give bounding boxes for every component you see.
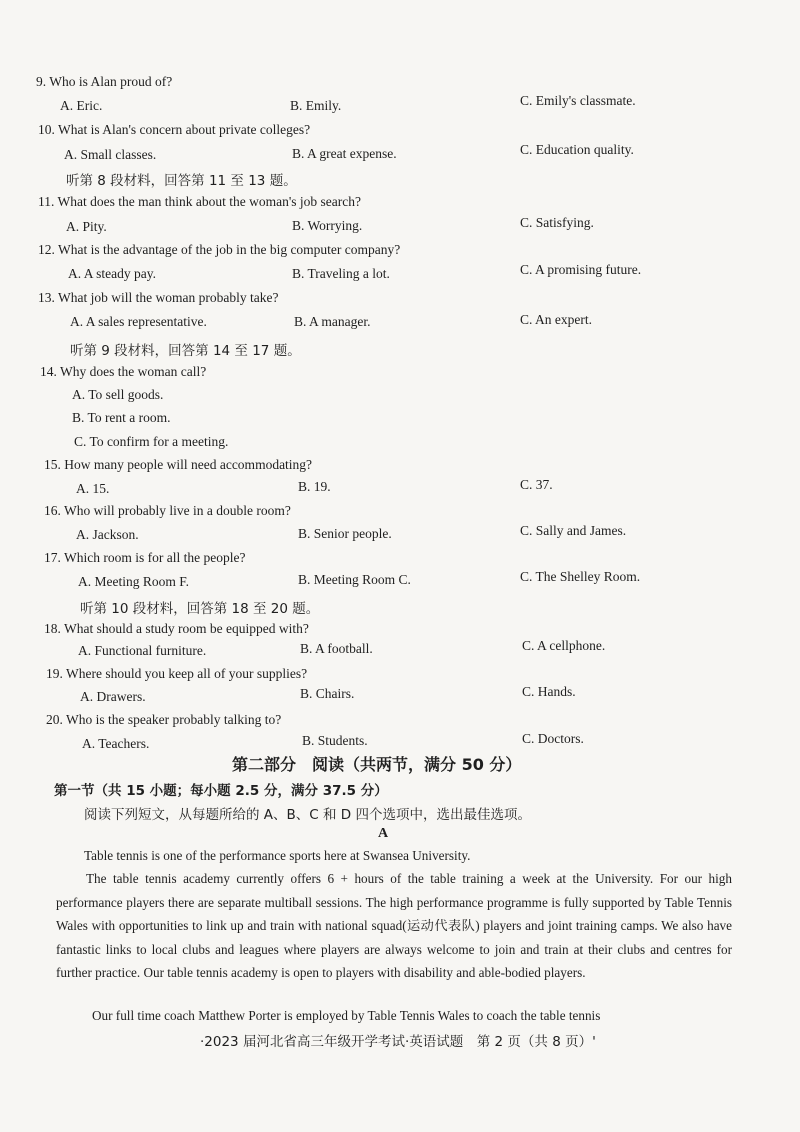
option-15b: B. 19.: [298, 479, 331, 494]
question-17: 17. Which room is for all the people?: [44, 550, 246, 565]
option-18a: A. Functional furniture.: [78, 643, 207, 658]
option-12c: C. A promising future.: [520, 262, 642, 277]
option-9c: C. Emily's classmate.: [520, 93, 636, 108]
option-18c: C. A cellphone.: [522, 638, 606, 653]
option-19c: C. Hands.: [522, 684, 576, 699]
option-14a: A. To sell goods.: [72, 387, 164, 402]
option-17c: C. The Shelley Room.: [520, 569, 641, 584]
option-17a: A. Meeting Room F.: [78, 574, 190, 589]
option-15c: C. 37.: [520, 477, 553, 492]
option-14b: B. To rent a room.: [72, 410, 171, 425]
reading-directions: 阅读下列短文，从每题所给的 A、B、C 和 D 四个选项中，选出最佳选项。: [84, 807, 531, 823]
option-12b: B. Traveling a lot.: [292, 266, 390, 281]
question-10: 10. What is Alan's concern about private colleges?: [38, 122, 311, 137]
option-19b: B. Chairs.: [300, 686, 355, 701]
question-12: 12. What is the advantage of the job in the big computer company?: [38, 242, 401, 257]
option-13a: A. A sales representative.: [70, 314, 207, 329]
question-11: 11. What does the man think about the woman's job search?: [38, 194, 361, 209]
passage-paragraph-2: The table tennis academy currently offers 6 + hours of the table training a week at the University. For our high performance players there are separate multiball sessions. The high performance programme is fully supported by Table Tennis Wales with opportunities to link up and train with national squad(运动代表队) players and joint training camps. We also have fantastic links to local clubs and leagues where players are always welcome to join and train at their clubs and centres for further practice. Our table tennis academy is open to players with disability and able-bodied players.: [56, 871, 732, 980]
question-14: 14. Why does the woman call?: [40, 364, 207, 379]
part-two-title: 第二部分 阅读（共两节，满分 50 分）: [232, 755, 522, 774]
option-15a: A. 15.: [76, 481, 110, 496]
option-11b: B. Worrying.: [292, 218, 363, 233]
passage-label: A: [378, 826, 389, 841]
page-footer: ·2023 届河北省高三年级开学考试·英语试题 第 2 页（共 8 页）': [200, 1034, 596, 1050]
option-13b: B. A manager.: [294, 314, 371, 329]
option-20a: A. Teachers.: [82, 736, 150, 751]
instruction-segment-10: 听第 10 段材料，回答第 18 至 20 题。: [80, 601, 320, 617]
option-11a: A. Pity.: [66, 219, 107, 234]
question-16: 16. Who will probably live in a double room?: [44, 503, 291, 518]
question-18: 18. What should a study room be equipped with?: [44, 621, 309, 636]
option-18b: B. A football.: [300, 641, 373, 656]
option-9b: B. Emily.: [290, 98, 342, 113]
question-9: 9. Who is Alan proud of?: [36, 74, 173, 89]
option-14c: C. To confirm for a meeting.: [74, 434, 229, 449]
option-10c: C. Education quality.: [520, 142, 634, 157]
question-20: 20. Who is the speaker probably talking to?: [46, 712, 282, 727]
option-17b: B. Meeting Room C.: [298, 572, 411, 587]
instruction-segment-9: 听第 9 段材料，回答第 14 至 17 题。: [70, 343, 301, 359]
passage-paragraph-1: Table tennis is one of the performance sports here at Swansea University.: [84, 848, 471, 863]
option-16a: A. Jackson.: [76, 527, 139, 542]
option-16c: C. Sally and James.: [520, 523, 627, 538]
question-19: 19. Where should you keep all of your supplies?: [46, 666, 308, 681]
section-one-title: 第一节（共 15 小题；每小题 2.5 分，满分 37.5 分）: [54, 783, 388, 799]
option-10b: B. A great expense.: [292, 146, 397, 161]
option-20b: B. Students.: [302, 733, 368, 748]
option-20c: C. Doctors.: [522, 731, 584, 746]
option-16b: B. Senior people.: [298, 526, 392, 541]
option-11c: C. Satisfying.: [520, 215, 594, 230]
option-13c: C. An expert.: [520, 312, 592, 327]
option-19a: A. Drawers.: [80, 689, 146, 704]
instruction-segment-8: 听第 8 段材料，回答第 11 至 13 题。: [66, 173, 297, 189]
option-9a: A. Eric.: [60, 98, 103, 113]
question-15: 15. How many people will need accommodating?: [44, 457, 313, 472]
passage-paragraph-3: Our full time coach Matthew Porter is employed by Table Tennis Wales to coach the table tennis: [92, 1008, 601, 1023]
question-13: 13. What job will the woman probably take?: [38, 290, 279, 305]
option-12a: A. A steady pay.: [68, 266, 156, 281]
option-10a: A. Small classes.: [64, 147, 157, 162]
